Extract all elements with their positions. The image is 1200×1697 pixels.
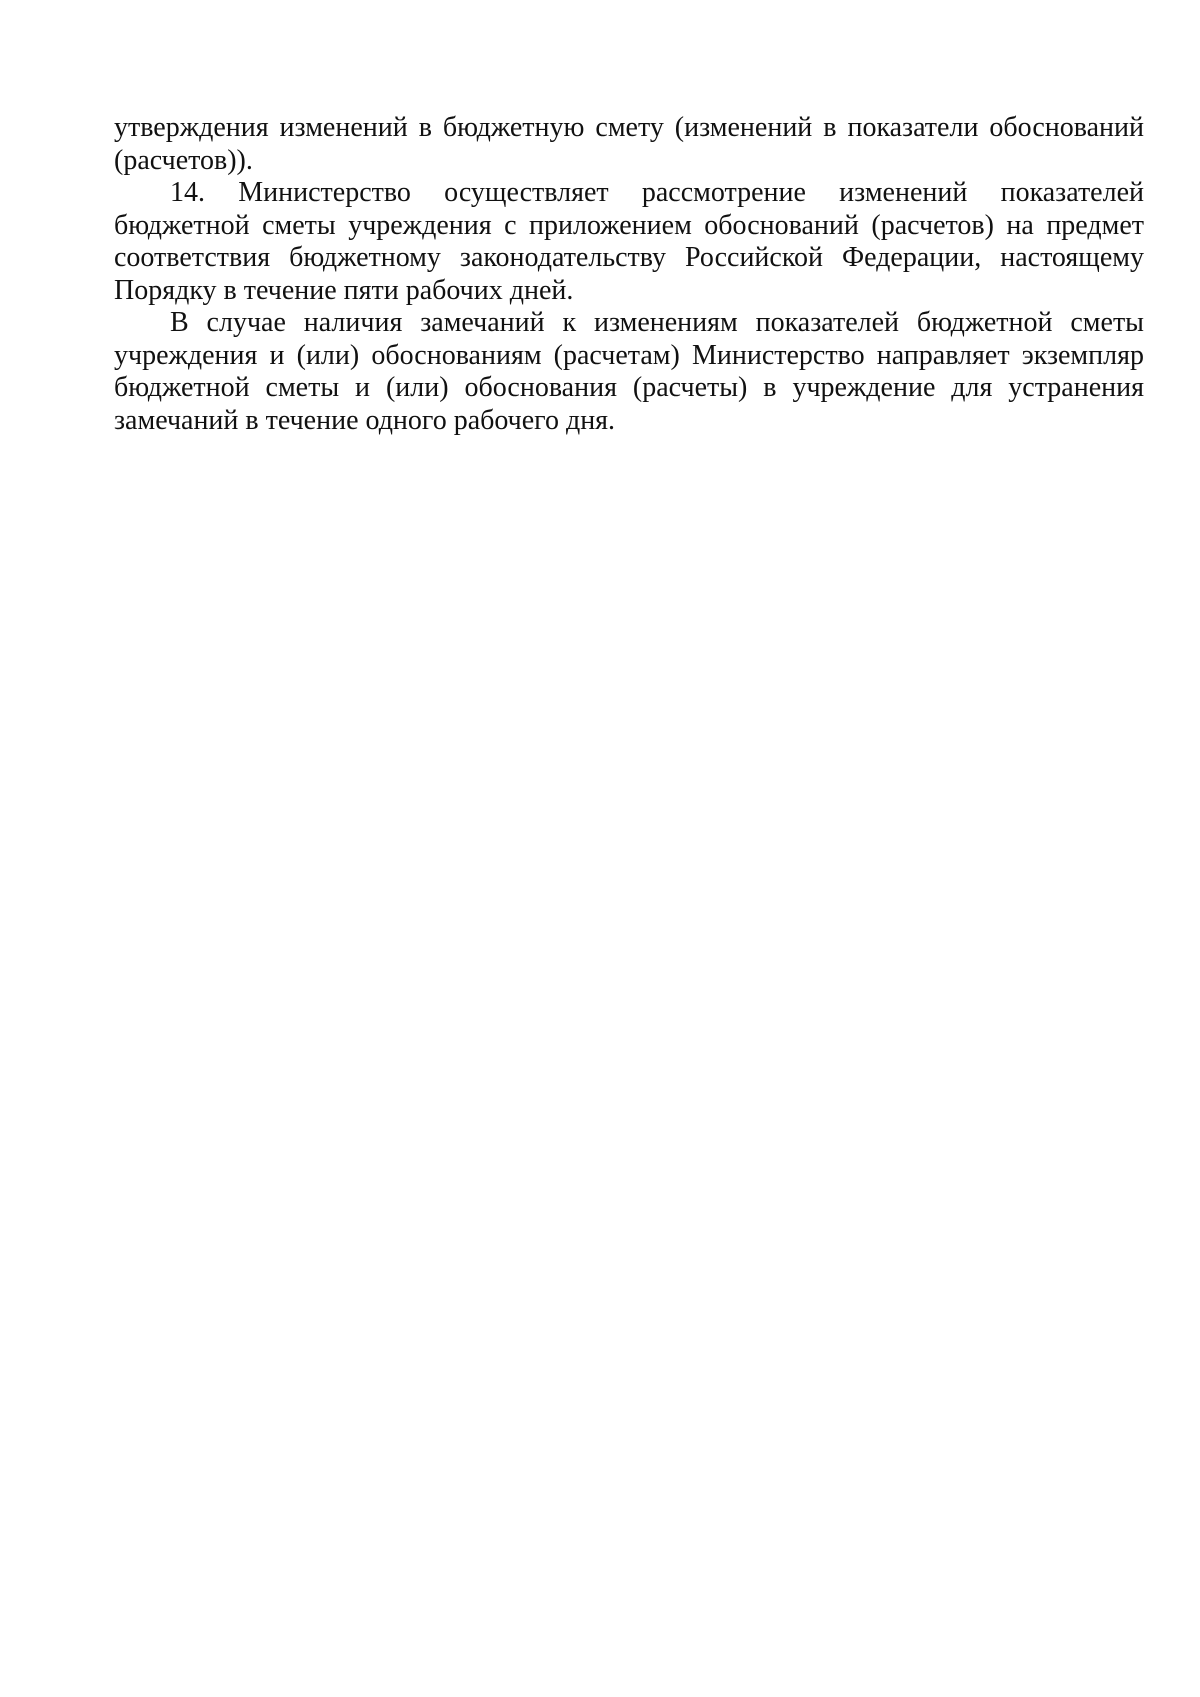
document-body xyxy=(114,112,1144,437)
paragraph-continuation: утверждения изменений в бюджетную смету (изменений в показатели обоснований (расчетов)). xyxy=(114,112,1144,176)
paragraph-item-14: 14. Министерство осуществляет рассмотрение изменений показателей бюджетной сметы учреждения с приложением обоснований (расчетов) на предмет соответствия бюджетному законодательству Российской Федерации, настоящему Порядку в течение пяти рабочих дней. xyxy=(114,177,1144,306)
paragraph-remarks: В случае наличия замечаний к изменениям показателей бюджетной сметы учреждения и (или) обоснованиям (расчетам) Министерство направляет экземпляр бюджетной сметы и (или) обоснования (расчеты) в учреждение для устранения замечаний в течение одного рабочего дня. xyxy=(114,307,1144,436)
